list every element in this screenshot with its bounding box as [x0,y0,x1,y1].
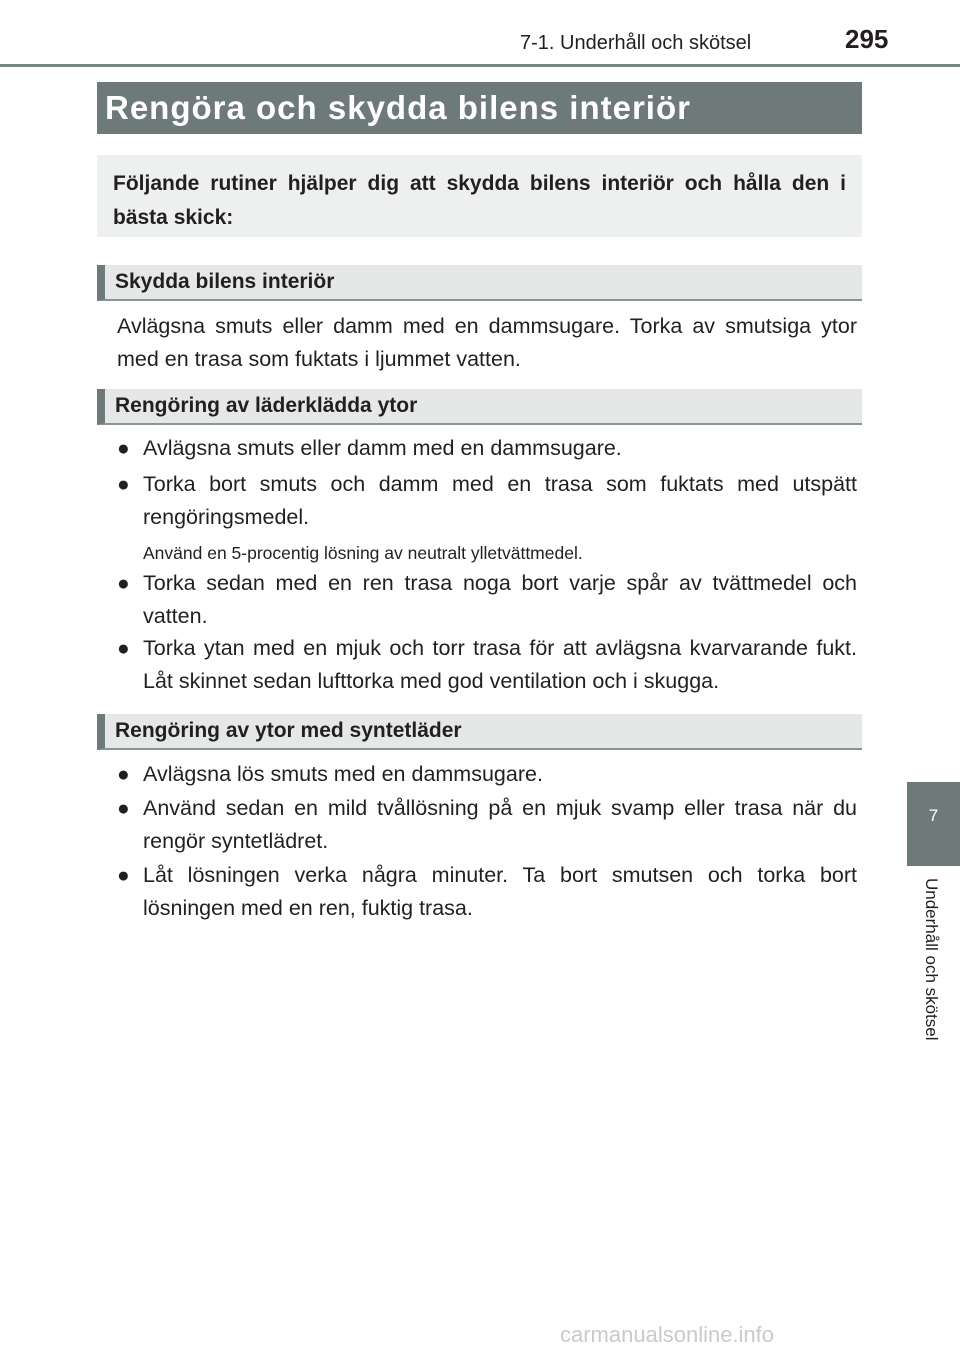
section-heading-leather: Rengöring av läderklädda ytor [97,389,862,425]
section-heading-protect-interior: Skydda bilens interiör [97,265,862,301]
chapter-tab-label: Underhåll och skötsel [922,878,941,1041]
list-item [97,432,857,465]
list-item-text: Avlägsna smuts eller damm med en dammsugare. [143,436,622,460]
bullet-icon: ● [117,763,130,786]
list-item [97,792,857,858]
bullet-icon: ● [117,473,130,496]
list-item-text: Torka ytan med en mjuk och torr trasa för att avlägsna kvarvarande fukt. Låt skinnet sedan lufttorka med god ventilation och i skugga. [143,636,857,693]
list-item-text: Använd sedan en mild tvållösning på en mjuk svamp eller trasa när du rengör syntetlädret. [143,796,857,853]
list-item-text: Låt lösningen verka några minuter. Ta bort smutsen och torka bort lösningen med en ren, fuktig trasa. [143,863,857,920]
list-item [97,567,857,633]
header-divider [0,64,960,67]
list-item [97,468,857,534]
list-item [97,859,857,925]
list-item-text: Torka sedan med en ren trasa noga bort varje spår av tvättmedel och vatten. [143,571,857,628]
intro-box: Följande rutiner hjälper dig att skydda bilens interiör och hålla den i bästa skick: [97,155,862,237]
section-heading-synthetic-leather: Rengöring av ytor med syntetläder [97,714,862,750]
leather-note: Använd en 5-procentig lösning av neutralt ylletvättmedel. [143,543,583,563]
watermark: carmanualsonline.info [560,1322,775,1347]
bullet-icon: ● [117,637,130,660]
list-item [97,758,857,791]
bullet-icon: ● [117,572,130,595]
list-item-text: Avlägsna lös smuts med en dammsugare. [143,762,543,786]
bullet-icon: ● [117,437,130,460]
bullet-icon: ● [117,864,130,887]
page-title: Rengöra och skydda bilens interiör [97,82,862,134]
chapter-header: 7-1. Underhåll och skötsel [520,32,752,54]
list-item [97,632,857,698]
chapter-tab: 7 [907,782,960,866]
list-item-text: Torka bort smuts och damm med en trasa som fuktats med utspätt rengöringsmedel. [143,472,857,529]
section-paragraph-protect-interior: Avlägsna smuts eller damm med en dammsugare. Torka av smutsiga ytor med en trasa som fuktats i ljummet vatten. [117,314,857,371]
bullet-icon: ● [117,797,130,820]
page-number: 295 [845,24,889,54]
